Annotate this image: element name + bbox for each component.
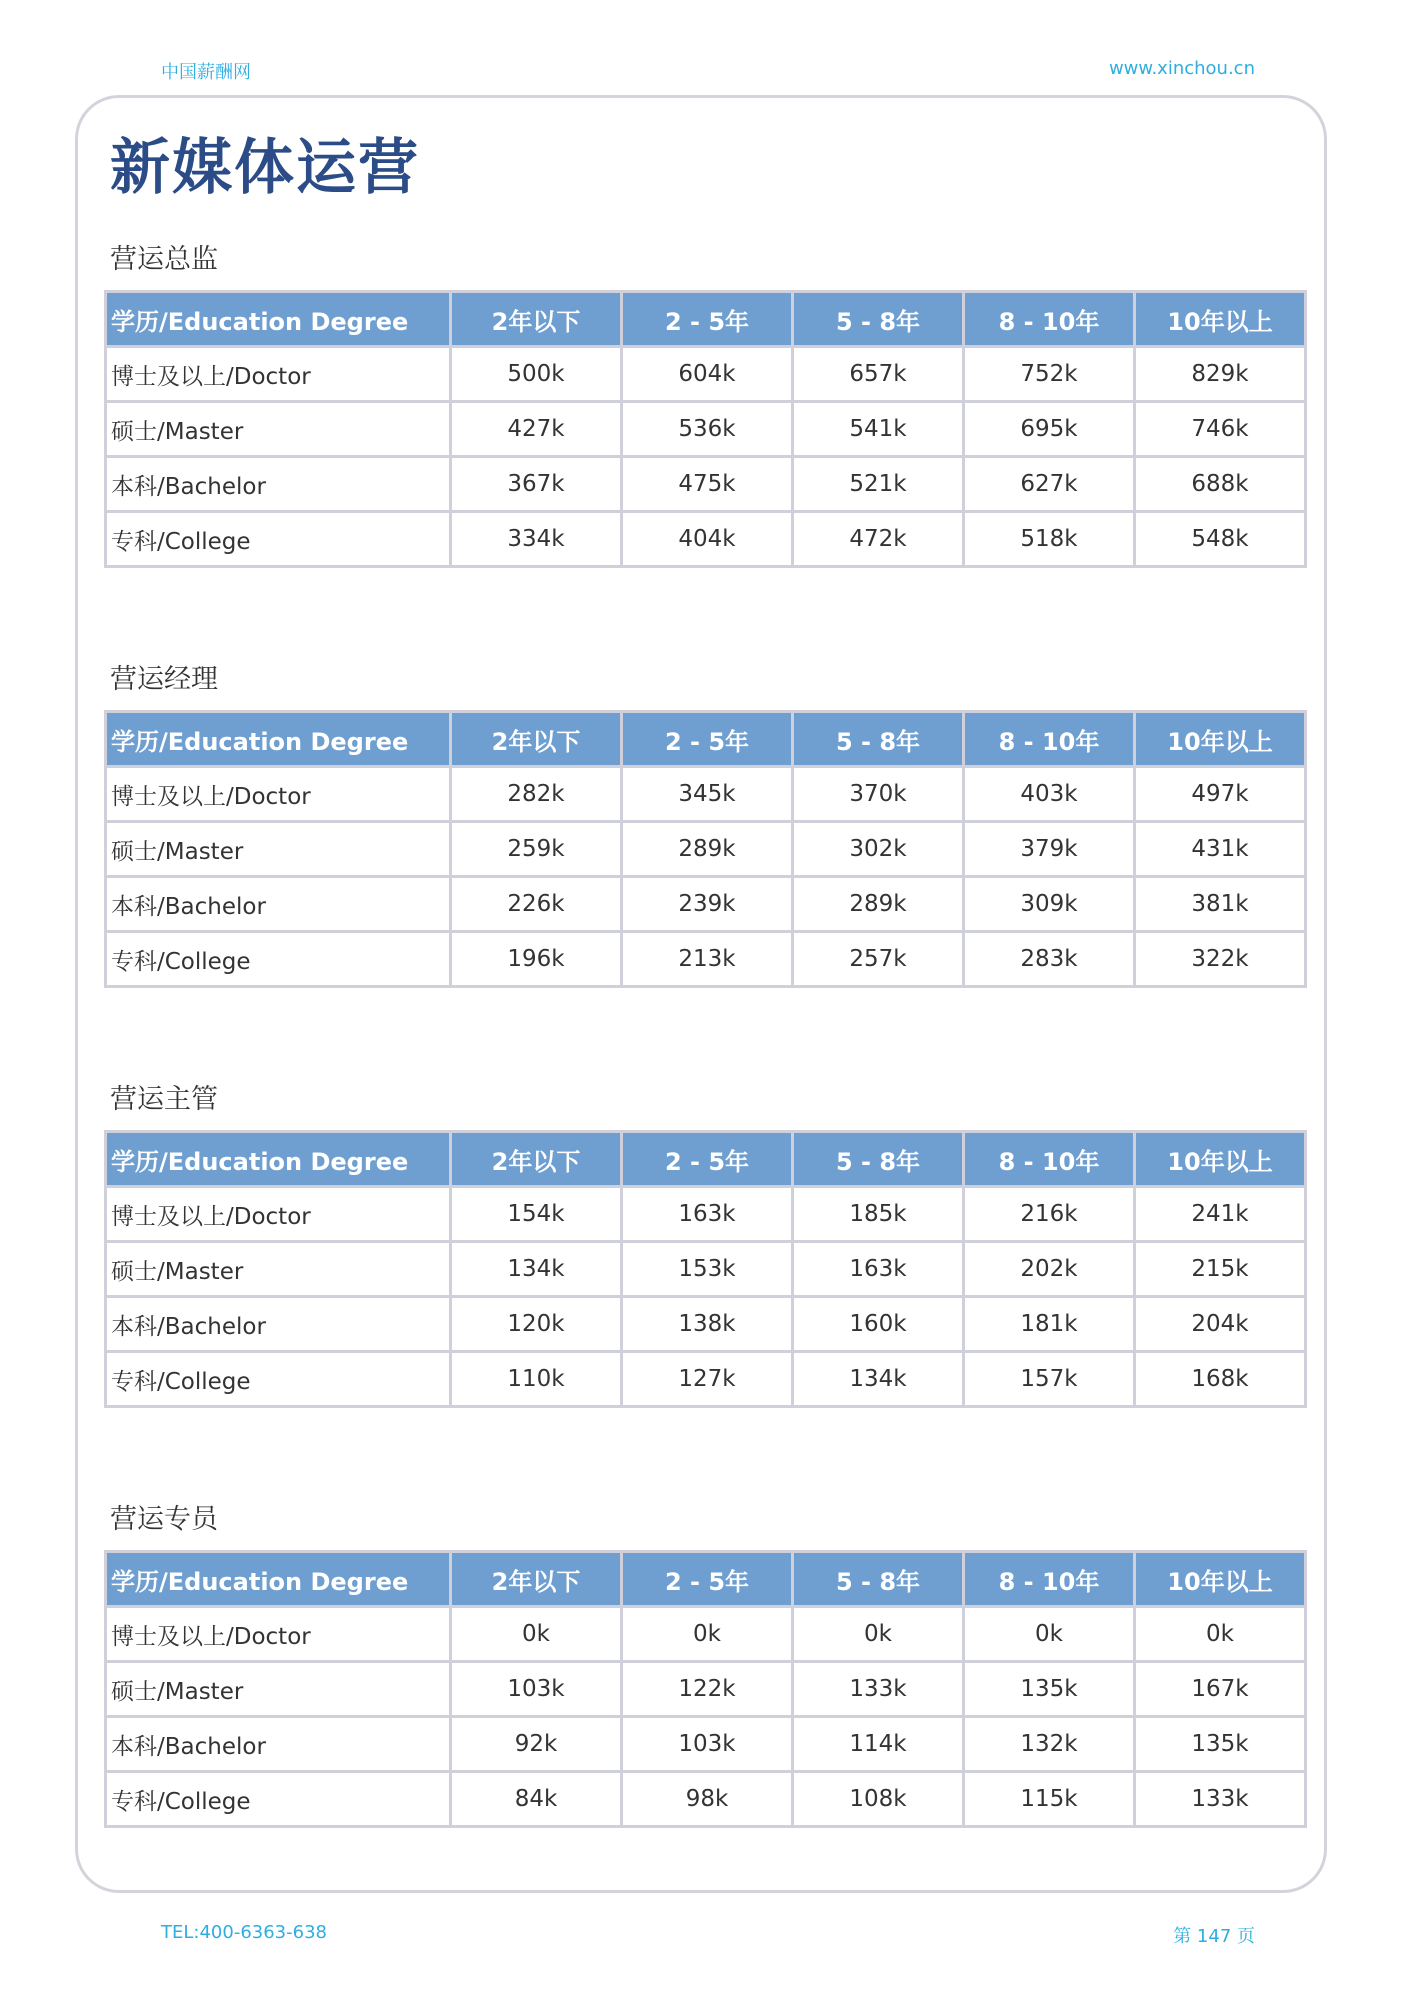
section-title-specialist: 营运专员 [110, 1504, 218, 1535]
salary-cell: 370k [793, 767, 964, 822]
table-header-row [106, 1552, 1306, 1607]
column-header-8-10y: 8 - 10年 [964, 1552, 1135, 1607]
salary-cell: 289k [793, 877, 964, 932]
salary-cell: 548k [1135, 512, 1306, 567]
column-header-over-10y: 10年以上 [1135, 1552, 1306, 1607]
salary-cell: 241k [1135, 1187, 1306, 1242]
salary-cell: 181k [964, 1297, 1135, 1352]
degree-cell: 本科/Bachelor [106, 457, 451, 512]
salary-cell: 0k [451, 1607, 622, 1662]
salary-cell: 431k [1135, 822, 1306, 877]
salary-cell: 746k [1135, 402, 1306, 457]
table-row [106, 877, 1306, 932]
page-title: 新媒体运营 [110, 133, 420, 203]
salary-cell: 135k [1135, 1717, 1306, 1772]
table-header-row [106, 292, 1306, 347]
column-header-2-5y: 2 - 5年 [622, 292, 793, 347]
salary-cell: 0k [622, 1607, 793, 1662]
table-row [106, 1717, 1306, 1772]
table-row [106, 457, 1306, 512]
table-row [106, 1352, 1306, 1407]
column-header-2-5y: 2 - 5年 [622, 1552, 793, 1607]
salary-cell: 257k [793, 932, 964, 987]
salary-cell: 500k [451, 347, 622, 402]
salary-cell: 475k [622, 457, 793, 512]
table-row [106, 1772, 1306, 1827]
salary-cell: 185k [793, 1187, 964, 1242]
salary-cell: 103k [451, 1662, 622, 1717]
column-header-degree: 学历/Education Degree [106, 712, 451, 767]
salary-cell: 138k [622, 1297, 793, 1352]
salary-cell: 108k [793, 1772, 964, 1827]
column-header-2-5y: 2 - 5年 [622, 1132, 793, 1187]
section-title-supervisor: 营运主管 [110, 1084, 218, 1115]
salary-cell: 345k [622, 767, 793, 822]
salary-cell: 226k [451, 877, 622, 932]
salary-cell: 157k [964, 1352, 1135, 1407]
salary-cell: 688k [1135, 457, 1306, 512]
salary-cell: 122k [622, 1662, 793, 1717]
column-header-8-10y: 8 - 10年 [964, 712, 1135, 767]
degree-cell: 专科/College [106, 512, 451, 567]
column-header-under-2y: 2年以下 [451, 292, 622, 347]
salary-cell: 202k [964, 1242, 1135, 1297]
salary-cell: 367k [451, 457, 622, 512]
table-row [106, 767, 1306, 822]
degree-cell: 本科/Bachelor [106, 1297, 451, 1352]
page-number: 第 147 页 [1173, 1926, 1255, 1947]
salary-table-director [104, 290, 1307, 568]
salary-cell: 92k [451, 1717, 622, 1772]
section-title-manager: 营运经理 [110, 664, 218, 695]
section-title-director: 营运总监 [110, 244, 218, 275]
table-row [106, 932, 1306, 987]
degree-cell: 专科/College [106, 932, 451, 987]
salary-cell: 322k [1135, 932, 1306, 987]
salary-cell: 153k [622, 1242, 793, 1297]
degree-cell: 博士及以上/Doctor [106, 767, 451, 822]
degree-cell: 博士及以上/Doctor [106, 1607, 451, 1662]
salary-cell: 259k [451, 822, 622, 877]
salary-cell: 302k [793, 822, 964, 877]
salary-cell: 114k [793, 1717, 964, 1772]
salary-cell: 404k [622, 512, 793, 567]
salary-cell: 110k [451, 1352, 622, 1407]
salary-cell: 379k [964, 822, 1135, 877]
column-header-over-10y: 10年以上 [1135, 1132, 1306, 1187]
table-row [106, 1297, 1306, 1352]
table-row [106, 512, 1306, 567]
table-row [106, 1662, 1306, 1717]
salary-cell: 84k [451, 1772, 622, 1827]
column-header-8-10y: 8 - 10年 [964, 1132, 1135, 1187]
salary-cell: 120k [451, 1297, 622, 1352]
salary-cell: 115k [964, 1772, 1135, 1827]
salary-cell: 163k [793, 1242, 964, 1297]
column-header-degree: 学历/Education Degree [106, 1132, 451, 1187]
salary-cell: 427k [451, 402, 622, 457]
salary-table-manager [104, 710, 1307, 988]
column-header-under-2y: 2年以下 [451, 1132, 622, 1187]
table-header-row [106, 712, 1306, 767]
salary-cell: 381k [1135, 877, 1306, 932]
salary-cell: 829k [1135, 347, 1306, 402]
degree-cell: 硕士/Master [106, 1242, 451, 1297]
column-header-degree: 学历/Education Degree [106, 292, 451, 347]
table-row [106, 1242, 1306, 1297]
table-row [106, 402, 1306, 457]
salary-cell: 196k [451, 932, 622, 987]
column-header-2-5y: 2 - 5年 [622, 712, 793, 767]
degree-cell: 本科/Bachelor [106, 1717, 451, 1772]
salary-cell: 497k [1135, 767, 1306, 822]
degree-cell: 硕士/Master [106, 1662, 451, 1717]
salary-cell: 216k [964, 1187, 1135, 1242]
salary-cell: 604k [622, 347, 793, 402]
salary-cell: 154k [451, 1187, 622, 1242]
table-row [106, 1187, 1306, 1242]
brand-name: 中国薪酬网 [161, 62, 251, 83]
salary-cell: 127k [622, 1352, 793, 1407]
salary-cell: 215k [1135, 1242, 1306, 1297]
salary-cell: 403k [964, 767, 1135, 822]
degree-cell: 博士及以上/Doctor [106, 1187, 451, 1242]
column-header-over-10y: 10年以上 [1135, 712, 1306, 767]
column-header-under-2y: 2年以下 [451, 712, 622, 767]
degree-cell: 硕士/Master [106, 822, 451, 877]
salary-cell: 134k [451, 1242, 622, 1297]
table-row [106, 347, 1306, 402]
column-header-over-10y: 10年以上 [1135, 292, 1306, 347]
salary-cell: 163k [622, 1187, 793, 1242]
column-header-5-8y: 5 - 8年 [793, 1132, 964, 1187]
column-header-under-2y: 2年以下 [451, 1552, 622, 1607]
table-header-row [106, 1132, 1306, 1187]
column-header-degree: 学历/Education Degree [106, 1552, 451, 1607]
salary-cell: 283k [964, 932, 1135, 987]
salary-cell: 168k [1135, 1352, 1306, 1407]
salary-cell: 518k [964, 512, 1135, 567]
degree-cell: 博士及以上/Doctor [106, 347, 451, 402]
salary-cell: 134k [793, 1352, 964, 1407]
salary-cell: 0k [793, 1607, 964, 1662]
column-header-8-10y: 8 - 10年 [964, 292, 1135, 347]
salary-cell: 135k [964, 1662, 1135, 1717]
salary-cell: 213k [622, 932, 793, 987]
salary-cell: 521k [793, 457, 964, 512]
phone-number: TEL:400-6363-638 [161, 1922, 327, 1943]
column-header-5-8y: 5 - 8年 [793, 292, 964, 347]
salary-cell: 472k [793, 512, 964, 567]
salary-cell: 133k [1135, 1772, 1306, 1827]
salary-cell: 282k [451, 767, 622, 822]
degree-cell: 专科/College [106, 1772, 451, 1827]
salary-cell: 541k [793, 402, 964, 457]
salary-cell: 0k [964, 1607, 1135, 1662]
salary-cell: 204k [1135, 1297, 1306, 1352]
salary-cell: 0k [1135, 1607, 1306, 1662]
degree-cell: 硕士/Master [106, 402, 451, 457]
column-header-5-8y: 5 - 8年 [793, 712, 964, 767]
salary-cell: 536k [622, 402, 793, 457]
website-link[interactable]: www.xinchou.cn [1108, 58, 1255, 79]
salary-cell: 167k [1135, 1662, 1306, 1717]
column-header-5-8y: 5 - 8年 [793, 1552, 964, 1607]
salary-cell: 98k [622, 1772, 793, 1827]
salary-cell: 309k [964, 877, 1135, 932]
degree-cell: 专科/College [106, 1352, 451, 1407]
salary-cell: 103k [622, 1717, 793, 1772]
salary-table-supervisor [104, 1130, 1307, 1408]
salary-cell: 752k [964, 347, 1135, 402]
salary-cell: 695k [964, 402, 1135, 457]
salary-cell: 160k [793, 1297, 964, 1352]
salary-cell: 289k [622, 822, 793, 877]
degree-cell: 本科/Bachelor [106, 877, 451, 932]
salary-cell: 239k [622, 877, 793, 932]
salary-cell: 132k [964, 1717, 1135, 1772]
table-row [106, 1607, 1306, 1662]
table-row [106, 822, 1306, 877]
salary-cell: 627k [964, 457, 1135, 512]
salary-table-specialist [104, 1550, 1307, 1828]
salary-cell: 657k [793, 347, 964, 402]
salary-cell: 334k [451, 512, 622, 567]
salary-cell: 133k [793, 1662, 964, 1717]
